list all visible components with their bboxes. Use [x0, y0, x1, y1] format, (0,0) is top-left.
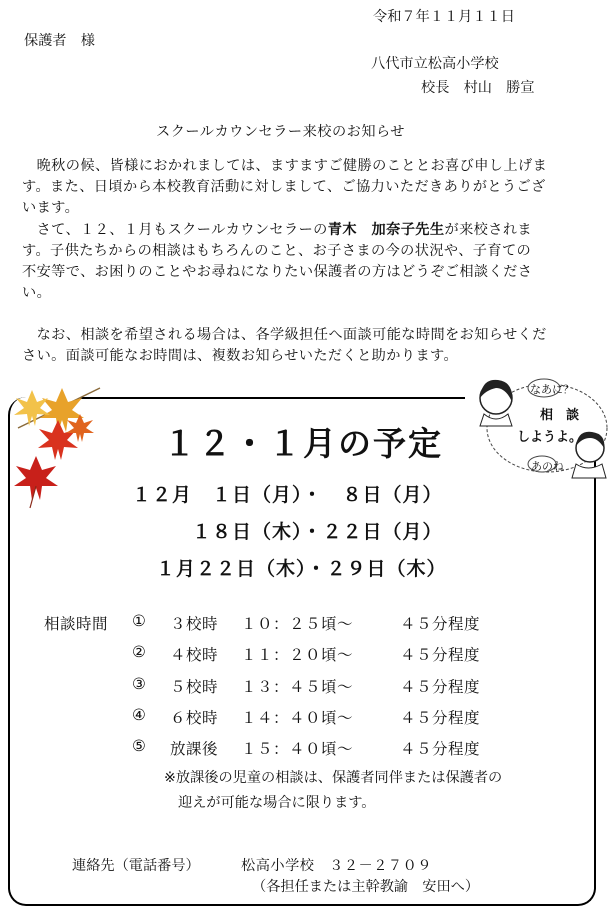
slot-length: ４５分程度 [400, 646, 481, 664]
slot-time: １１：２０頃～ [241, 646, 354, 664]
paragraph-line: い。 [22, 285, 52, 301]
slot-period: ６校時 [170, 709, 219, 727]
slot-period: ５校時 [170, 678, 219, 696]
counselor-name: 青木 加奈子先生 [327, 222, 445, 238]
school-name: 八代市立松高小学校 [371, 56, 499, 72]
paragraph-line: さい。面談可能なお時間は、複数お知らせいただくと助かります。 [22, 348, 459, 364]
contact-note: （各担任または主幹教諭 安田へ） [252, 879, 480, 895]
slot-number: ② [132, 643, 147, 661]
slot-time: １０：２５頃～ [241, 615, 354, 633]
principal-name: 校長 村山 勝宣 [421, 80, 535, 96]
speech-bubble-small: なあに？ [530, 383, 574, 396]
schedule-date-line: １月２２日（木）・２９日（木） [156, 558, 447, 580]
paragraph-line: 不安等で、お困りのことやお尋ねになりたい保護者の方はどうぞご相談くださ [22, 264, 533, 280]
slot-length: ４５分程度 [400, 740, 481, 758]
speech-bubble-small: あのね [531, 460, 564, 473]
slot-period: 放課後 [170, 740, 219, 758]
schedule-panel-top-border [80, 397, 465, 399]
after-school-note-line: 迎えが可能な場合に限ります。 [178, 795, 376, 811]
slot-time: １４：４０頃～ [241, 709, 354, 727]
contact-phone: 松高小学校 ３２－２７０９ [241, 858, 432, 874]
slot-number: ③ [132, 675, 147, 693]
speech-bubble-main-line: 相 談 [540, 408, 580, 423]
paragraph-line: なお、相談を希望される場合は、各学級担任へ面談可能な時間をお知らせくだ [22, 327, 547, 343]
schedule-date-line: １２月 １日（月）・ ８日（月） [132, 484, 443, 506]
notice-title: スクールカウンセラー来校のお知らせ [156, 124, 405, 140]
slot-length: ４５分程度 [400, 615, 481, 633]
text-segment: が来校されま [444, 222, 533, 238]
contact-label: 連絡先（電話番号） [72, 858, 200, 874]
paragraph-request [22, 325, 592, 367]
paragraph-line: す。子供たちからの相談はもちろんのこと、お子さまの今の状況や、子育ての [22, 243, 532, 259]
slot-time: １５：４０頃～ [241, 740, 354, 758]
letter-date: 令和７年１１月１１日 [373, 9, 515, 25]
paragraph-line: 晩秋の候、皆様におかれましては、ますますご健勝のこととお喜び申し上げま [22, 158, 548, 174]
slot-length: ４５分程度 [400, 709, 481, 727]
consultation-times-label: 相談時間 [44, 615, 109, 633]
slot-period: ３校時 [170, 615, 219, 633]
slot-number: ① [132, 612, 147, 630]
text-segment: さて、１２、１月もスクールカウンセラーの [22, 222, 328, 238]
schedule-heading: １２・１月の予定 [163, 424, 443, 463]
slot-time: １３：４５頃～ [241, 678, 354, 696]
slot-period: ４校時 [170, 646, 219, 664]
speech-bubble-main-line: しようよ。 [517, 430, 583, 445]
paragraph-counselor [22, 220, 592, 304]
slot-number: ⑤ [132, 737, 147, 755]
slot-length: ４５分程度 [400, 678, 481, 696]
slot-number: ④ [132, 706, 147, 724]
after-school-note-line: ※放課後の児童の相談は、保護者同伴または保護者の [164, 770, 503, 786]
paragraph-greeting [22, 156, 592, 219]
autumn-leaves-illustration [0, 368, 110, 518]
paragraph-line: います。 [22, 200, 80, 216]
paragraph-line [22, 220, 592, 241]
recipient: 保護者 様 [24, 33, 95, 49]
paragraph-line: す。また、日頃から本校教育活動に対しまして、ご協力いただきありがとうござ [22, 179, 546, 195]
schedule-date-line: １８日（木）・２２日（月） [192, 521, 443, 543]
